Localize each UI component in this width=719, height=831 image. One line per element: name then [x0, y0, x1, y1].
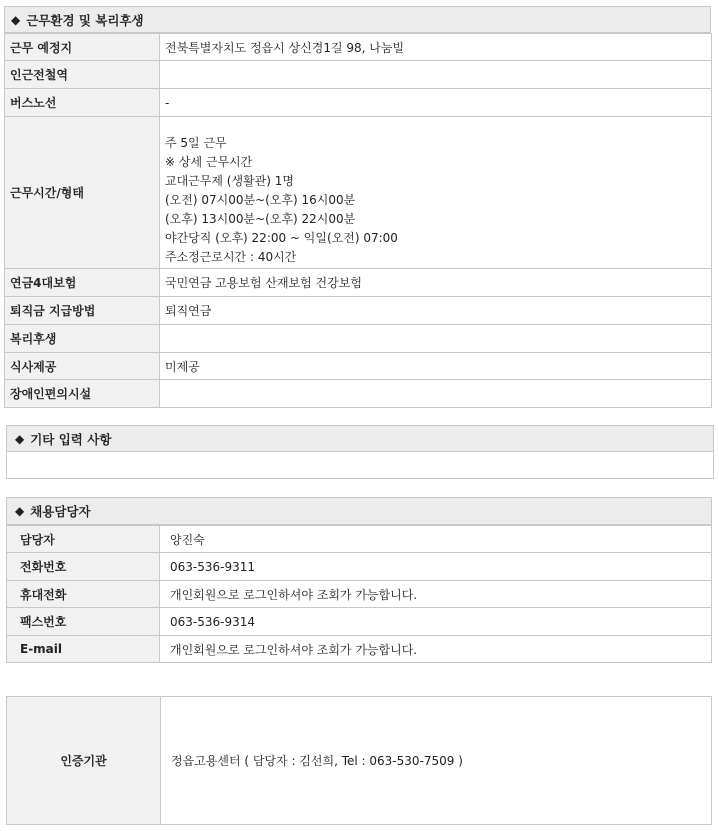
- row-value: [160, 325, 712, 353]
- table-row: [5, 353, 712, 380]
- row-value: 개인회원으로 로그인하셔야 조회가 가능합니다.: [160, 581, 712, 608]
- row-label: 식사제공: [5, 353, 160, 380]
- row-value: 양진숙: [160, 526, 712, 553]
- row-label: 버스노선: [5, 89, 160, 117]
- row-value: 국민연금 고용보험 산재보험 건강보험: [160, 269, 712, 297]
- work-env-table: [4, 33, 712, 408]
- table-row: [7, 526, 712, 553]
- row-value: 퇴직연금: [160, 297, 712, 325]
- row-label: E-mail: [7, 636, 160, 663]
- row-value: 063-536-9311: [160, 553, 712, 581]
- table-row: [7, 581, 712, 608]
- row-label: 휴대전화: [7, 581, 160, 608]
- diamond-icon: ◆: [15, 504, 25, 518]
- cert-box: [6, 696, 712, 825]
- table-row: [5, 117, 712, 269]
- row-value: -: [160, 89, 712, 117]
- row-value: 전북특별자치도 정읍시 상신경1길 98, 나눔빌: [160, 34, 712, 61]
- table-row: [5, 34, 712, 61]
- row-label: 팩스번호: [7, 608, 160, 636]
- row-value: 개인회원으로 로그인하셔야 조회가 가능합니다.: [160, 636, 712, 663]
- row-label: 장애인편의시설: [5, 380, 160, 408]
- cert-label: 인증기관: [7, 697, 161, 824]
- cert-value: 정읍고용센터 ( 담당자 : 김선희, Tel : 063-530-7509 ): [171, 754, 463, 768]
- table-row: [5, 89, 712, 117]
- work-hours-line: (오전) 07시00분~(오후) 16시00분: [165, 193, 356, 207]
- diamond-icon: ◆: [15, 431, 25, 446]
- table-row: [5, 269, 712, 297]
- etc-header: [6, 425, 714, 452]
- table-row: [7, 553, 712, 581]
- etc-title: 기타 입력 사항: [30, 431, 112, 447]
- contact-table: [6, 525, 712, 663]
- work-hours-line: (오후) 13시00분~(오후) 22시00분: [165, 212, 356, 226]
- table-row: [7, 636, 712, 663]
- row-value: 063-536-9314: [160, 608, 712, 636]
- contact-title: 채용담당자: [30, 504, 91, 519]
- work-hours-line: 교대근무제 (생활관) 1명: [165, 174, 294, 188]
- row-label: 인근전철역: [5, 61, 160, 89]
- table-row: [5, 297, 712, 325]
- etc-body: [6, 451, 714, 479]
- row-value: [160, 61, 712, 89]
- work-env-title: 근무환경 및 복리후생: [26, 12, 144, 28]
- row-label: 복리후생: [5, 325, 160, 353]
- table-row: [5, 380, 712, 408]
- table-row: [7, 608, 712, 636]
- diamond-icon: ◆: [11, 12, 21, 27]
- row-label: 담당자: [7, 526, 160, 553]
- table-row: [5, 61, 712, 89]
- work-hours-line: 야간당직 (오후) 22:00 ~ 익일(오전) 07:00: [165, 231, 398, 245]
- work-hours-line: 주 5일 근무: [165, 136, 227, 150]
- work-env-header: [4, 6, 711, 33]
- work-hours-line: ※ 상세 근무시간: [165, 155, 253, 169]
- row-label: 연금4대보험: [5, 269, 160, 297]
- work-hours-line: 주소정근로시간 : 40시간: [165, 250, 297, 264]
- contact-header: [6, 497, 712, 525]
- row-value: 미제공: [160, 353, 712, 380]
- row-label: 퇴직금 지급방법: [5, 297, 160, 325]
- work-hours-value: [160, 117, 712, 269]
- row-value: [160, 380, 712, 408]
- row-label: 근무시간/형태: [5, 117, 160, 269]
- row-label: 근무 예정지: [5, 34, 160, 61]
- row-label: 전화번호: [7, 553, 160, 581]
- table-row: [5, 325, 712, 353]
